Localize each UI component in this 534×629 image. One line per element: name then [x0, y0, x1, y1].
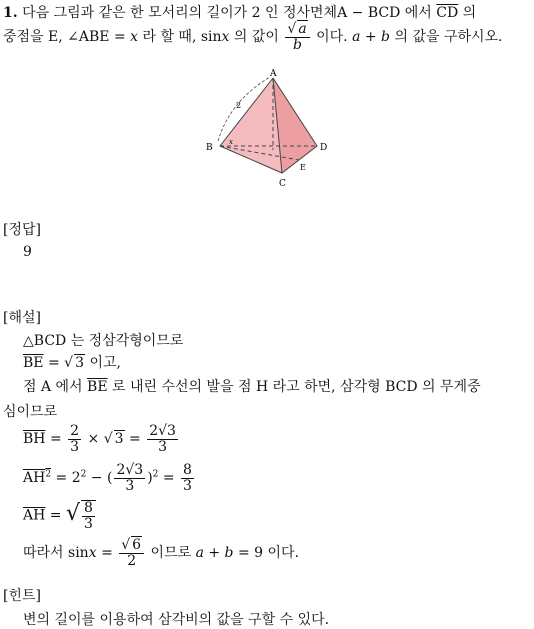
var-x-2: x	[221, 29, 230, 46]
question-text-1c: 의	[462, 5, 477, 21]
segment-bh-label: $\overline{BH}$	[23, 431, 46, 448]
equals-4: =	[162, 470, 175, 487]
fraction-sqrt-a-over-b: $\frac{√ a}{b}$	[285, 22, 309, 52]
tetrahedron-figure	[200, 66, 340, 190]
question-text-1b: 에서	[404, 5, 432, 21]
answer-value: 9	[23, 244, 32, 260]
question-line-2	[3, 22, 503, 52]
question-text-1a: 다음 그림과 같은 한 모서리의 길이가 2 인 정사면체	[22, 5, 338, 21]
a-plus-b: a + b	[352, 29, 391, 46]
minus-paren: − (	[90, 470, 113, 487]
frac-sqrt6-over-2: $\frac{√ 6}{2}$	[119, 538, 144, 568]
equals-6: =	[101, 545, 113, 562]
times-sign: ×	[87, 431, 100, 448]
frac-eight-thirds	[181, 463, 194, 493]
frac-two-sqrt3-over-3-b	[114, 463, 145, 493]
frac-num-2sqrt3: 2√3	[149, 423, 176, 439]
ah-sup: 2	[45, 469, 52, 480]
frac-two-sqrt3-over-3	[147, 424, 178, 454]
solution-ah2-equation	[23, 463, 196, 493]
frac-den: b	[293, 36, 303, 53]
frac-den-2: 2	[127, 552, 137, 569]
solution-heading: [해설]	[3, 310, 41, 326]
frac-num-8b: 8	[84, 500, 93, 516]
sup-2a: 2	[80, 469, 87, 480]
solution-line-3a: 점 A 에서	[23, 379, 83, 395]
solution-line-2-tail: 이고,	[89, 355, 121, 371]
question-line-1	[3, 2, 476, 22]
solution-line-2: $\overline{BE}$ = √ 3 이고,	[23, 355, 121, 371]
solution-ah-equation: $\overline{AH}$ = √ $\frac{8}{3}$	[23, 500, 98, 531]
frac-num-2: 2	[70, 423, 80, 439]
frac-num-var: a	[298, 21, 307, 37]
label-edge-length: 2	[236, 101, 242, 110]
question-text-2e: 의 값을 구하시오.	[394, 29, 503, 46]
equals-5: =	[49, 507, 62, 524]
ah-text: AH	[23, 470, 46, 487]
segment-be-label: $\overline{BE}$	[23, 355, 44, 371]
label-a: A	[270, 69, 277, 79]
label-angle-x: x	[229, 138, 233, 146]
label-d: D	[320, 143, 328, 153]
frac-den-3: 3	[70, 438, 80, 455]
frac-eight-thirds-root	[81, 500, 96, 531]
final-var-x: x	[88, 545, 97, 562]
frac-num-2sqrt3-b: 2√3	[116, 462, 144, 478]
answer-heading: [정답]	[3, 222, 41, 238]
final-a-plus-b: a + b	[195, 545, 234, 562]
frac-den-3e: 3	[84, 515, 93, 532]
frac-den-3c: 3	[125, 477, 135, 494]
equals-2: =	[49, 431, 62, 448]
sqrt6: 6	[132, 537, 142, 553]
solution-line-3	[23, 376, 481, 396]
sup-2b: 2	[152, 469, 159, 480]
solution-bh-equation: $\overline{BH}$ = $\frac{2}{3}$ × √ 3 = $\frac{2√3}{3}$	[23, 423, 176, 455]
solution-final-line	[23, 538, 299, 568]
segment-ah-label	[23, 470, 51, 486]
edge-cd: $\overline{CD}$	[436, 5, 459, 21]
frac-num-8: 8	[183, 462, 192, 478]
frac-two-thirds	[68, 424, 81, 454]
label-e: E	[300, 163, 306, 172]
frac-den-3d: 3	[183, 477, 192, 494]
sqrt3-1: 3	[75, 355, 84, 371]
solution-line-1: △BCD 는 정삼각형이므로	[23, 333, 184, 349]
hint-heading: [힌트]	[3, 588, 41, 604]
label-c: C	[279, 179, 286, 189]
tetrahedron-name: A − BCD	[337, 5, 401, 21]
label-b: B	[206, 143, 213, 153]
question-number: 1.	[3, 5, 18, 21]
final-text-d: = 9 이다.	[237, 545, 300, 562]
solution-line-4: 심이므로	[3, 404, 58, 420]
question-text-2b: 라 할 때, sin	[142, 29, 222, 46]
sqrt3-2: 3	[114, 431, 124, 448]
segment-be-label-2: $\overline{BE}$	[87, 379, 108, 395]
frac-den-3b: 3	[158, 438, 168, 455]
hint-text: 변의 길이를 이용하여 삼각비의 값을 구할 수 있다.	[23, 612, 330, 628]
question-text-2a: 중점을 E, ∠ABE =	[3, 29, 126, 46]
solution-line-3b: 로 내린 수선의 발을 점 H 라고 하면, 삼각형 BCD 의 무게중	[112, 379, 481, 395]
question-text-2c: 의 값이	[233, 29, 279, 46]
equals-1: =	[47, 355, 60, 371]
var-x: x	[130, 29, 139, 46]
paren-close: )	[147, 470, 153, 487]
segment-ah-label-2: $\overline{AH}$	[23, 507, 46, 524]
equals-2-squared: = 2	[55, 470, 81, 487]
equals-3: =	[129, 431, 141, 448]
question-text-2d: 이다.	[316, 29, 348, 46]
final-text-c: 이므로	[150, 545, 192, 562]
final-text-a: 따라서 sin	[23, 545, 89, 562]
